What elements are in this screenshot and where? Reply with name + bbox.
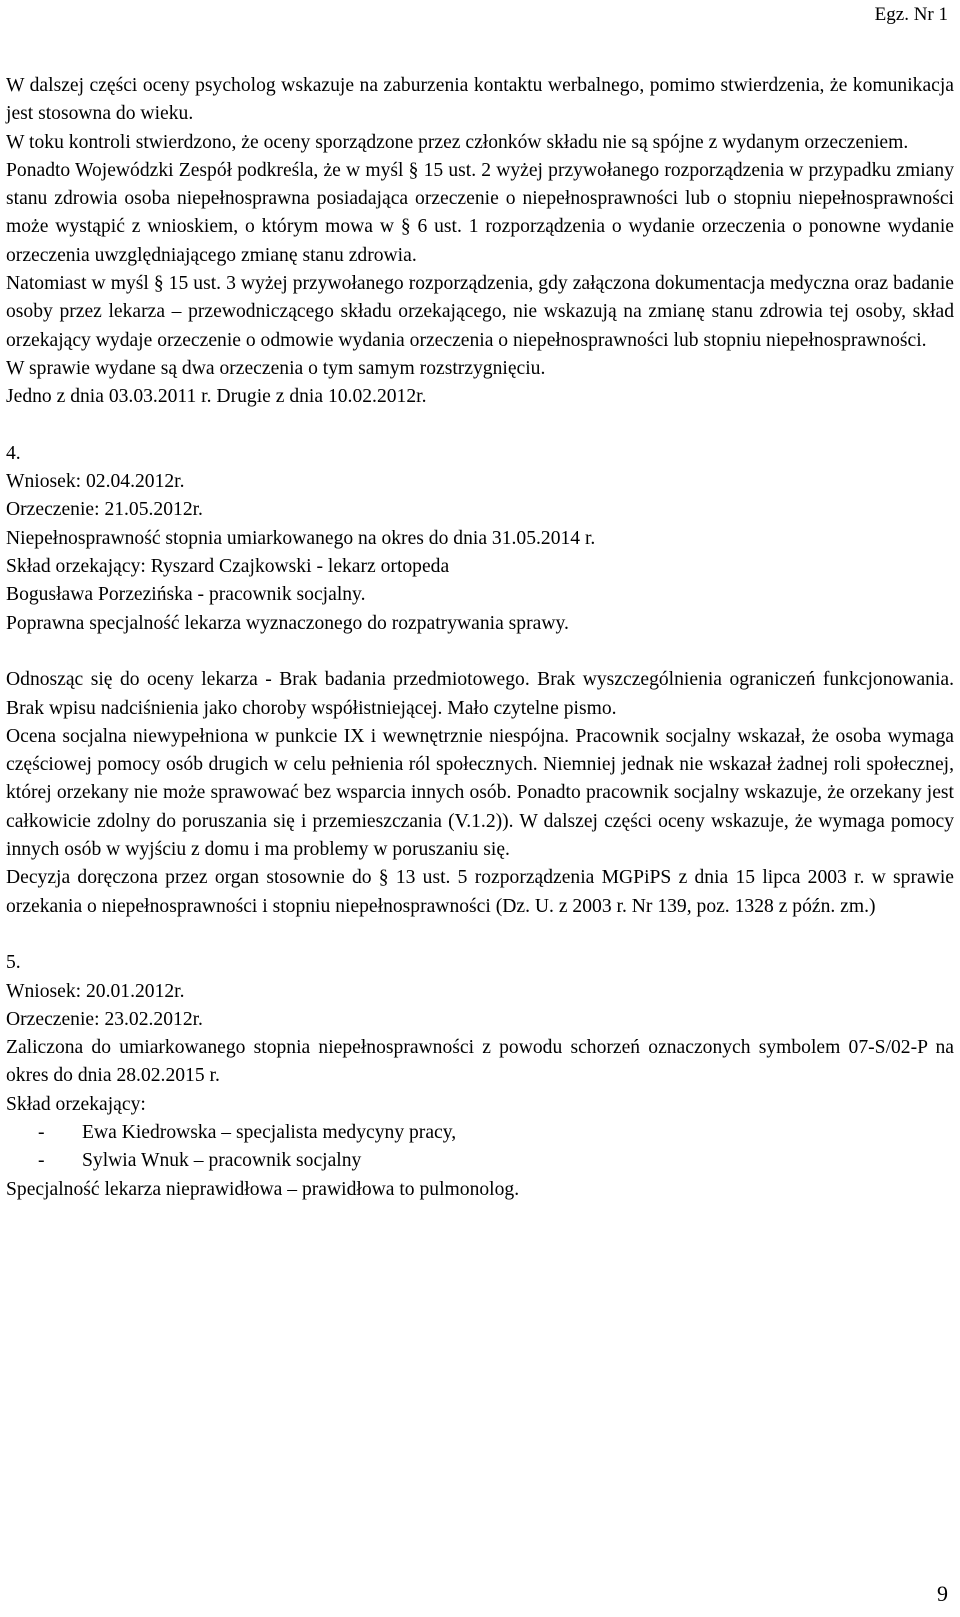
spacer: [6, 921, 954, 949]
page-number: 9: [937, 1581, 948, 1606]
case-5-sklad: Skład orzekający:: [6, 1093, 146, 1115]
list-marker: -: [38, 1150, 45, 1172]
case-5-zaliczona: Zaliczona do umiarkowanego stopnia niepełnosprawności z powodu schorzeń oznaczonych symbolem 07-S/02-P na okres do dnia 28.02.2015 r.: [6, 1037, 954, 1087]
paragraph-ponadto: Ponadto Wojewódzki Zespół podkreśla, że w myśl § 15 ust. 2 wyżej przywołanego rozporządzenia w przypadku zmiany stanu zdrowia osoba niepełnosprawna posiadająca orzeczenie o niepełnosprawności lub o stopniu niepełnosprawności może wystąpić z wnioskiem, o którym mowa w § 6 ust. 1 rozporządzenia o wydanie orzeczenia o ponowne wydanie orzeczenia uwzględniającego zmianę stanu zdrowia.: [6, 159, 954, 266]
spacer: [6, 638, 954, 666]
paragraph-natomiast: Natomiast w myśl § 15 ust. 3 wyżej przywołanego rozporządzenia, gdy załączona dokumentacja medyczna oraz badanie osoby przez lekarza – przewodniczącego składu orzekającego, nie wskazują na zmianę stanu zdrowia tej osoby, skład orzekający wydaje orzeczenie o odmowie wydania orzeczenia o niepełnosprawności lub stopniu niepełnosprawności.: [6, 273, 954, 351]
case-4-orzeczenie: Orzeczenie: 21.05.2012r.: [6, 499, 203, 521]
spacer: [6, 412, 954, 440]
case-4-decyzja: Decyzja doręczona przez organ stosownie do § 13 ust. 5 rozporządzenia MGPiPS z dnia 15 lipca 2003 r. w sprawie orzekania o niepełnosprawności i stopniu niepełnosprawności (Dz. U. z 2003 r. Nr 139, poz. 1328 z późn. zm.): [6, 867, 954, 917]
paragraph-daty: Jedno z dnia 03.03.2011 r. Drugie z dnia 10.02.2012r.: [6, 386, 427, 408]
case-5-member-item: [6, 1119, 954, 1147]
case-4-sklad-2: Bogusława Porzezińska - pracownik socjalny.: [6, 584, 366, 606]
paragraph-dwa-orzeczenia: W sprawie wydane są dwa orzeczenia o tym samym rozstrzygnięciu.: [6, 357, 546, 379]
case-4-wniosek: Wniosek: 02.04.2012r.: [6, 471, 185, 493]
case-5-member-item: [6, 1147, 954, 1175]
paragraph-kontrola: W toku kontroli stwierdzono, że oceny sporządzone przez członków składu nie są spójne z wydanym orzeczeniem.: [6, 131, 909, 153]
copy-number-label: Egz. Nr 1: [874, 4, 948, 25]
case-4-ocena-socjalna: Ocena socjalna niewypełniona w punkcie IX i wewnętrznie niespójna. Pracownik socjalny wskazał, że osoba wymaga częściowej pomocy osób drugich w celu pełnienia ról społecznych. Niemniej jednak nie wskazał żadnej roli społecznej, której orzekany nie może sprawować bez wsparcia innych osób. Ponadto pracownik socjalny wskazuje, że orzekany jest całkowicie zdolny do poruszania się i przemieszczania (V.1.2)). W dalszej części oceny wskazuje, że wymaga pomocy innych osób w wyjściu z domu i ma problemy w poruszaniu się.: [6, 725, 954, 861]
case-5-specjalnosc: Specjalność lekarza nieprawidłowa – prawidłowa to pulmonolog.: [6, 1178, 520, 1200]
case-4-sklad: Skład orzekający: Ryszard Czajkowski - lekarz ortopeda: [6, 556, 450, 578]
case-5-member-2: Sylwia Wnuk – pracownik socjalny: [82, 1150, 362, 1172]
list-marker: -: [38, 1121, 45, 1143]
case-4-specjalnosc: Poprawna specjalność lekarza wyznaczonego do rozpatrywania sprawy.: [6, 612, 569, 634]
case-5-orzeczenie: Orzeczenie: 23.02.2012r.: [6, 1008, 203, 1030]
case-5-member-1: Ewa Kiedrowska – specjalista medycyny pracy,: [82, 1121, 457, 1143]
case-5-wniosek: Wniosek: 20.01.2012r.: [6, 980, 185, 1002]
case-5-number: 5.: [6, 952, 21, 974]
case-4-number: 4.: [6, 442, 21, 464]
case-4-ocena-lekarza: Odnosząc się do oceny lekarza - Brak badania przedmiotowego. Brak wyszczególnienia ograniczeń funkcjonowania. Brak wpisu nadciśnienia jako choroby współistniejącej. Mało czytelne pismo.: [6, 669, 954, 719]
case-4-stopien: Niepełnosprawność stopnia umiarkowanego na okres do dnia 31.05.2014 r.: [6, 527, 596, 549]
paragraph-psycholog: W dalszej części oceny psycholog wskazuje na zaburzenia kontaktu werbalnego, pomimo stwierdzenia, że komunikacja jest stosowna do wieku.: [6, 75, 954, 125]
document-body: [6, 72, 954, 1204]
